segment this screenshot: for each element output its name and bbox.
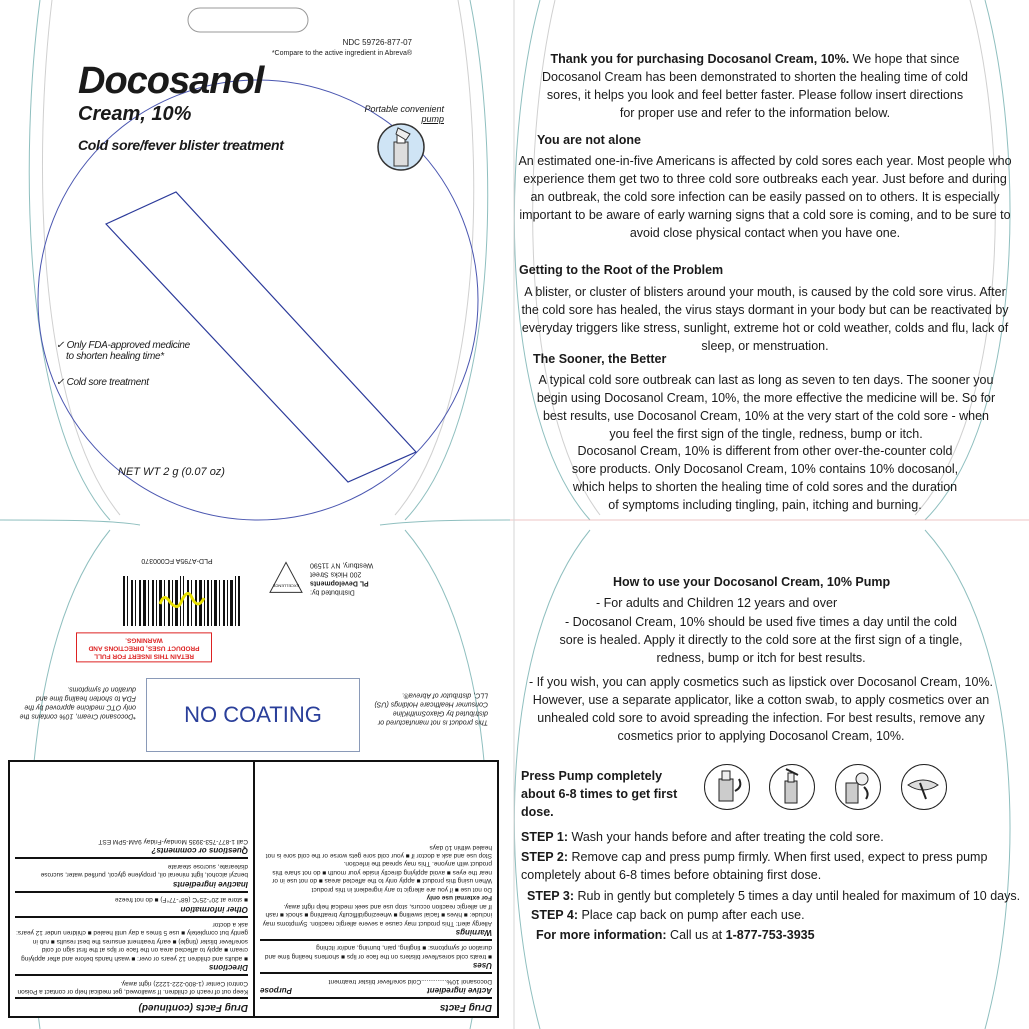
intro-paragraph: [540, 50, 970, 122]
distributor-name: PL Developments: [310, 579, 369, 587]
uses-heading: Uses: [472, 961, 492, 971]
stop-use: Stop use and ask a doctor if ■ your cold sore gets worse or the cold sore is not healed within 10 days: [265, 843, 492, 860]
distributed-by: Distributed by:: [310, 588, 355, 596]
step-4: [531, 906, 805, 924]
claim-treatment: [56, 377, 149, 388]
directions-heading: Directions: [208, 963, 248, 973]
retain-notice: RETAIN THIS INSERT FOR FULL PRODUCT USES, DIRECTIONS AND WARNINGS.: [76, 632, 212, 662]
more-info-text: Call us at: [666, 928, 726, 942]
check-icon: ✓: [56, 340, 65, 351]
pld-code: PLD-A795A FC000370: [141, 557, 213, 564]
footnote: *Docosanol Cream, 10% contains the only OTC medicine approved by the FDA to shorten healing time and duration of symptoms.: [19, 685, 136, 720]
drug-facts-continued: Drug Facts (continued): [138, 1002, 248, 1013]
other-info-heading: Other information: [180, 904, 248, 914]
inactive-text: benzyl alcohol, light mineral oil, propylene glycol, purified water, sucrose distearate, sucrose stearate: [40, 862, 248, 879]
press-instruction: Press Pump completely about 6-8 times to get first dose.: [521, 769, 678, 819]
phone-number: 1-877-753-3935: [725, 928, 815, 942]
other-info-text: ■ store at 20°-25°C (68°-77°F) ■ do not freeze: [114, 896, 248, 904]
how-line-2: - Docosanol Cream, 10% should be used five times a day until the cold sore is healed. Apply it directly to the cold sore at the first sign of a tingle, redness, bump or itch for best results.: [559, 615, 963, 665]
treatment-label: Cold sore/fever blister treatment: [78, 137, 284, 153]
purpose-heading: Purpose: [260, 986, 293, 995]
intro-rest: We hope that since Docosanol Cream has been demonstrated to shorten the healing time of cold sores, it helps you look and feel better faster. Please follow insert directions for proper use and refer to the information below.: [542, 52, 968, 120]
ndc-number: NDC 59726-877-07: [342, 38, 412, 47]
uses-text: ■ treats cold sores/fever blisters on the face or lips ■ shortens healing time and duration of symptoms: ■ tingling, pain, burning, and/or itching: [264, 944, 492, 960]
barcode-block: [110, 548, 244, 628]
barcode-image: [110, 570, 244, 628]
drug-facts-title: Drug Facts: [439, 1002, 492, 1013]
step-2: [521, 848, 1007, 884]
more-info-label: For more information:: [536, 928, 667, 942]
active-ingredient-line: Docosanol 10%..............Cold sore/fever blister treatment: [328, 977, 492, 985]
step-2-text: Remove cap and press pump firmly. When first used, expect to press pump completely about 6-8 times before obtaining first dose.: [521, 850, 988, 882]
product-strength: Cream, 10%: [78, 103, 192, 125]
disclaimer: This product is not manufactured or distributed by GlaxoSmithKline Consumer Healthcare Holdings (US) LLC, distributor of Abreva®.: [374, 691, 488, 726]
distributor-block: [268, 560, 408, 596]
alone-title: You are not alone: [537, 133, 641, 147]
how-title: How to use your Docosanol Cream, 10% Pump: [613, 575, 891, 589]
questions-heading: Questions or comments?: [151, 846, 248, 856]
allergy-alert-2: If an allergic reaction occurs, stop use and seek medical help right away.: [283, 902, 492, 910]
compare-note: *Compare to the active ingredient in Abreva®: [271, 50, 412, 57]
active-ingredient-heading: Active ingredient: [427, 986, 492, 995]
address-line2: Westbury, NY 11590: [310, 561, 374, 569]
claim-treatment-text: Cold sore treatment: [66, 377, 149, 388]
claim-fda-line2: to shorten healing time*: [66, 351, 164, 362]
root-text: A blister, or cluster of blisters around your mouth, is caused by the cold sore virus. After the cold sore has healed, the virus stays dormant in your body but can be reactivated by everyday triggers like stress, sunlight, extreme hot or cold weather, colds and flu, lack of sleep, or menstruation.: [521, 285, 1009, 353]
pump-step-icon-4: [901, 764, 947, 810]
no-coating-box: NO COATING: [146, 678, 360, 752]
external-use: For external use only: [426, 894, 492, 902]
quality-seal-icon: [268, 560, 304, 596]
pump-step-icon-2: [769, 764, 815, 810]
step-2-label: STEP 2:: [521, 850, 569, 864]
inactive-heading: Inactive ingredients: [172, 879, 248, 889]
drug-facts-col-2: [10, 762, 253, 1016]
claim-fda-line1: Only FDA-approved medicine: [66, 340, 190, 351]
drug-facts-col-1: [253, 762, 497, 1016]
directions-text: ■ adults and children 12 years or over: ■ wash hands before and after applying cream ■ apply to affected area on the face or lips at the first sign of cold sore/fever blister (tingle) ■ early treatment ensures the best results ■ rub in gently but completely ■ use 5 times a day until healed ■ children under 12 years: ask a doctor: [16, 920, 248, 962]
step-3-text: Rub in gently but completely 5 times a day until healed for maximum of 10 days.: [574, 889, 1021, 903]
claim-fda: [56, 340, 190, 362]
root-title: Getting to the Root of the Problem: [519, 263, 724, 277]
sooner-title: The Sooner, the Better: [533, 352, 667, 366]
pump-step-icon-1: [704, 764, 750, 810]
intro-bold: Thank you for purchasing Docosanol Cream, 10%.: [550, 52, 850, 66]
alone-text: An estimated one-in-five Americans is affected by cold sores each year. Most people who experience them get two to three cold sore outbreaks each year. Just before and during an outbreak, the cold sore infection can be easily passed on to others. It is especially important to be aware of early warning signs that a cold sore is coming, and to be sure to avoid close physical contact when you have one.: [518, 154, 1012, 240]
check-icon: ✓: [56, 377, 65, 388]
pump-label: [340, 104, 444, 124]
step-1: [521, 828, 884, 846]
do-not-use: Do not use ■ if you are allergic to any ingredient in this product: [311, 885, 492, 893]
warnings-heading: Warnings: [455, 927, 492, 937]
how-line-1: - For adults and Children 12 years and over: [596, 596, 838, 610]
drug-facts-box: [8, 760, 499, 1018]
when-using: When using this product ■ apply only to the affected areas ■ do not use in or near the eyes ■ avoid applying directly inside your mouth ■ do not share this product with anyone. This may spread the infection.: [272, 860, 492, 885]
more-info: [536, 926, 815, 944]
address-line1: 200 Hicks Street: [310, 570, 362, 578]
how-line-3: - If you wish, you can apply cosmetics such as lipstick over Docosanol Cream, 10%. However, use a separate applicator, like a cotton swab, to apply cosmetics over an unhealed cold sore to avoid spreading the infection. For best results, remove any cosmetics prior to applying Docosanol Cream, 10%.: [528, 675, 994, 743]
questions-text: Call 1-877-753-3935 Monday-Friday 9AM-5PM EST: [98, 838, 248, 846]
step-4-text: Place cap back on pump after each use.: [578, 908, 805, 922]
sooner-text: A typical cold sore outbreak can last as long as seven to ten days. The sooner you begin using Docosanol Cream, 10%, the more effective the medicine will be. So for best results, use Docosanol Cream, 10% at the very start of the cold sore - when you feel the first sign of the tingle, redness, bump or itch.: [536, 373, 996, 441]
pump-label-prefix: Portable convenient: [364, 104, 444, 114]
step-4-label: STEP 4:: [531, 908, 579, 922]
pump-step-icon-3: [835, 764, 881, 810]
brand-name: Docosanol: [78, 60, 264, 102]
keep-out-of-reach: Keep out of reach of children. If swallowed, get medical help or contact a Poison Control Center (1-800-222-1222) right away.: [17, 979, 248, 995]
different-text: Docosanol Cream, 10% is different from other over-the-counter cold sore products. Only Docosanol Cream, 10% contains 10% docosanol, which helps to shorten the healing time of cold sores and the duration of symptoms including tingling, pain, itching and burning.: [571, 444, 959, 512]
step-1-label: STEP 1:: [521, 830, 569, 844]
net-weight: NET WT 2 g (0.07 oz): [118, 466, 225, 478]
pump-icon: [376, 122, 426, 172]
seal-text: EXCELLENCE: [272, 583, 300, 589]
step-1-text: Wash your hands before and after treating the cold sore.: [568, 830, 884, 844]
allergy-alert: Allergy alert: This product may cause a severe allergic reaction. Symptoms may include: ■ hives ■ facial swelling ■ wheezing/difficulty breathing ■ shock ■ rash: [262, 911, 492, 927]
pump-label-underlined: pump: [421, 114, 444, 124]
step-3-label: STEP 3:: [527, 889, 575, 903]
step-3: [527, 887, 1020, 905]
